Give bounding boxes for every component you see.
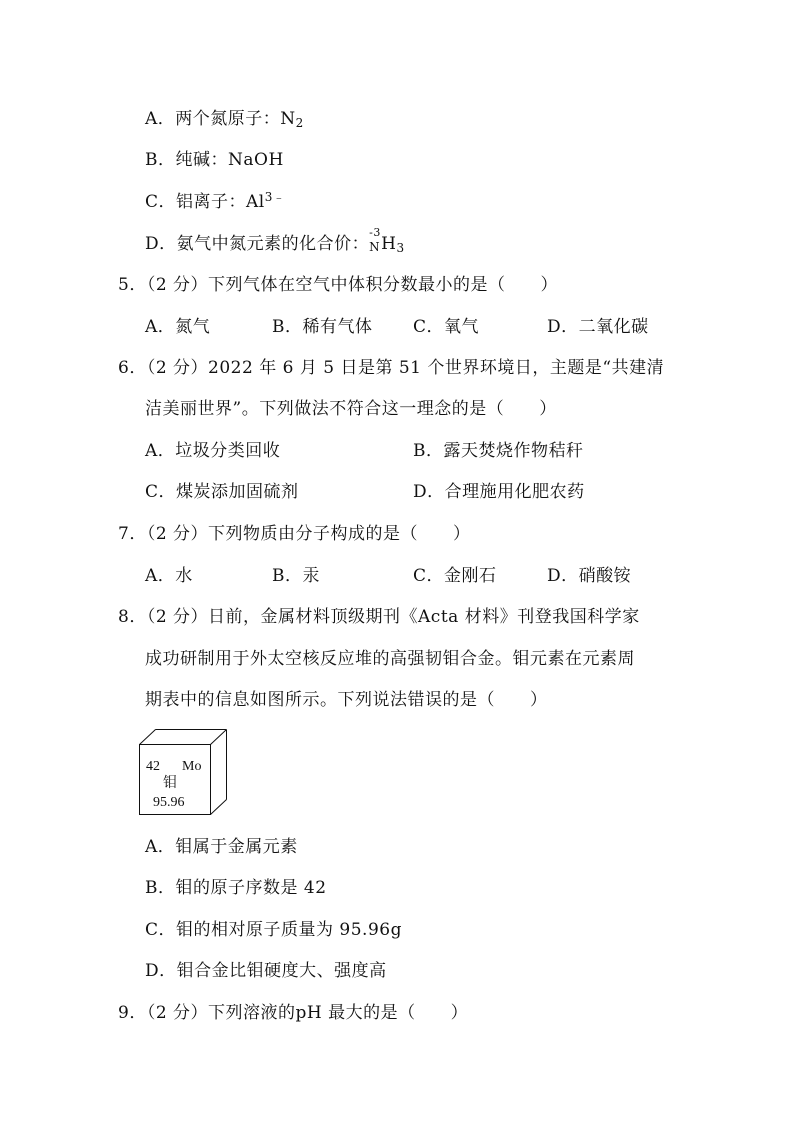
element-name: 钼 [163,776,177,791]
atomic-mass: 95.96 [153,795,185,810]
q6-option-a: A．垃圾分类回收 [145,441,281,461]
q7-stem: 7．（2 分）下列物质由分子构成的是（ ） [118,524,471,544]
q5-option-d: D．二氧化碳 [547,317,649,337]
q5-stem: 5．（2 分）下列气体在空气中体积分数最小的是（ ） [118,275,559,295]
q7-option-d: D．硝酸铵 [547,566,632,586]
q8-stem-line3: 期表中的信息如图所示。下列说法错误的是（ ） [145,690,548,710]
q8-stem-line2: 成功研制用于外太空核反应堆的高强韧钼合金。钼元素在元素周 [145,649,635,669]
q9-stem: 9．（2 分）下列溶液的pH 最大的是（ ） [118,1003,469,1023]
q6-stem-line2: 洁美丽世界”。下列做法不符合这一理念的是（ ） [145,399,557,419]
valence-element: N [369,240,381,254]
q5-option-c: C．氧气 [413,317,480,337]
q8-option-a: A．钼属于金属元素 [145,837,298,857]
formula-subscript: 3 [396,241,405,255]
q5-option-b: B．稀有气体 [272,317,373,337]
q4-option-b-text: B．纯碱：NaOH [145,150,284,170]
q8-stem-line1: 8．（2 分）日前，金属材料顶级期刊《Acta 材料》刊登我国科学家 [118,607,640,627]
atomic-number: 42 [146,759,160,774]
q6-option-b: B．露天焚烧作物秸秆 [413,441,584,461]
q4-option-b [145,149,284,171]
valence-value: -3 [369,226,381,239]
q4-option-d [145,226,405,255]
q4-option-c-superscript: 3﹣ [264,190,286,204]
q4-option-c [145,191,285,213]
q7-option-a: A．水 [145,566,193,586]
q4-option-a-text: A．两个氮原子：N [145,109,296,129]
q8-option-c: C．钼的相对原子质量为 95.96g [145,920,402,940]
q4-option-d-text: D．氨气中氮元素的化合价： [145,234,370,254]
q7-option-b: B．汞 [272,566,320,586]
q6-stem-line1: 6．（2 分）2022 年 6 月 5 日是第 51 个世界环境日，主题是“共建清 [118,358,665,378]
q6-option-d: D．合理施用化肥农药 [413,482,585,502]
q4-option-a-subscript: 2 [295,116,304,130]
q4-option-c-text: C．铝离子：Al [145,192,265,212]
q8-option-b: B．钼的原子序数是 42 [145,878,327,898]
q8-option-d: D．钼合金比钼硬度大、强度高 [145,961,387,981]
element-symbol: Mo [182,759,202,774]
q4-option-a [145,108,304,130]
element-card-diagram [138,728,228,816]
q7-option-c: C．金刚石 [413,566,497,586]
formula-rest: H [381,234,397,254]
q5-option-a: A．氮气 [145,317,211,337]
q6-option-c: C．煤炭添加固硫剂 [145,482,299,502]
valence-notation [369,226,381,255]
